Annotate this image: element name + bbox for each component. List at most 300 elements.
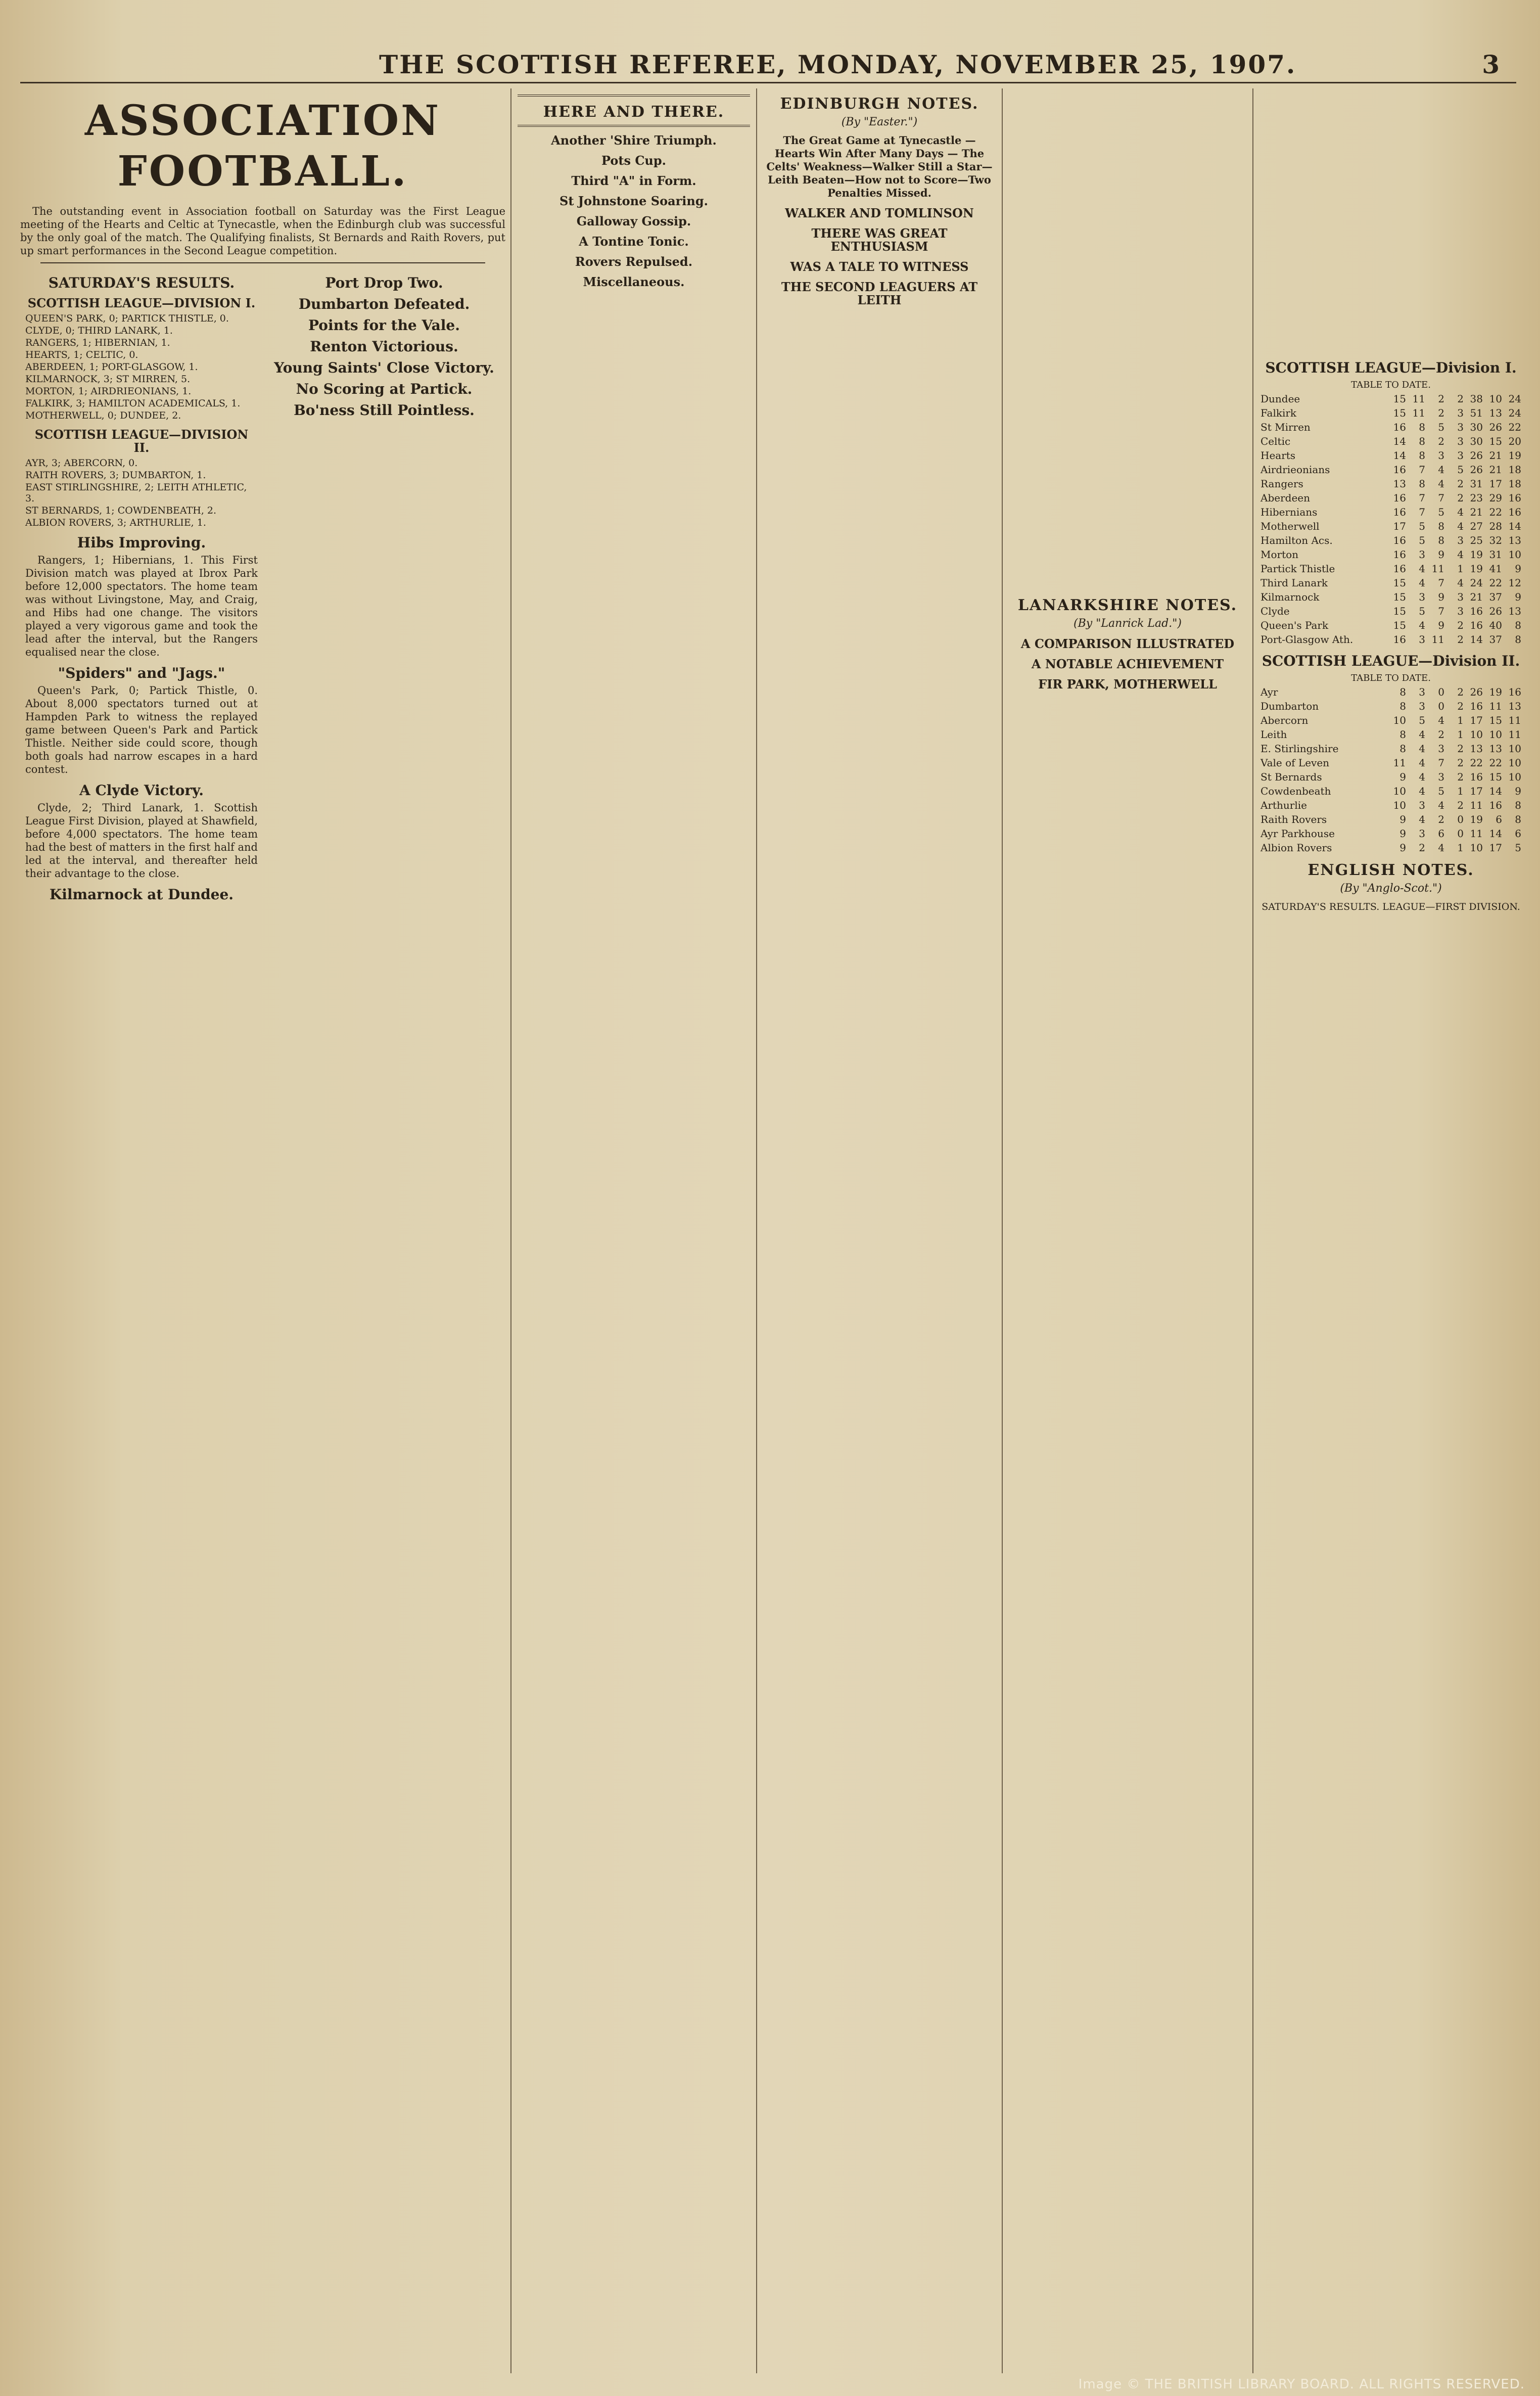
column-rule (510, 88, 511, 2373)
table-cell: 13 (1489, 743, 1502, 755)
result-line: CLYDE, 0; THIRD LANARK, 1. (25, 325, 173, 336)
table-cell: 14 (1470, 633, 1483, 646)
table-cell: 23 (1470, 492, 1483, 504)
article-heading: Young Saints' Close Victory. (274, 359, 494, 376)
table-cell: 15 (1393, 619, 1406, 631)
table-cell: 16 (1393, 633, 1406, 646)
table-cell: 10 (1489, 393, 1502, 405)
article-heading: Port Drop Two. (325, 274, 443, 291)
table-cell: 5 (1419, 534, 1425, 546)
table-row (1259, 590, 1522, 604)
table-cell: 24 (1508, 393, 1521, 405)
article-heading: Pots Cup. (601, 153, 667, 168)
article-heading: St Johnstone Soaring. (559, 194, 708, 208)
table-cell: 4 (1419, 757, 1425, 769)
table-row (1259, 713, 1522, 727)
table-cell: 4 (1419, 771, 1425, 783)
table-cell: 29 (1489, 492, 1502, 504)
article-heading: A COMPARISON ILLUSTRATED (1020, 636, 1235, 651)
result-line: MORTON, 1; AIRDRIEONIANS, 1. (25, 386, 192, 397)
article-heading: FIR PARK, MOTHERWELL (1038, 677, 1217, 692)
section-heading: LANARKSHIRE NOTES. (1017, 596, 1238, 614)
results-subheading: SCOTTISH LEAGUE—DIVISION II. (34, 427, 249, 455)
table-row (1259, 784, 1522, 798)
table-cell: 9 (1515, 591, 1521, 603)
team-name: St Bernards (1261, 771, 1322, 783)
table-cell: 11 (1393, 757, 1406, 769)
table-cell: 15 (1393, 591, 1406, 603)
team-name: Dundee (1261, 393, 1300, 405)
table-cell: 11 (1508, 714, 1521, 726)
team-name: Partick Thistle (1261, 563, 1335, 575)
table-cell: 2 (1457, 700, 1464, 712)
article-heading: Points for the Vale. (308, 317, 460, 334)
table-cell: 30 (1470, 435, 1483, 447)
table-cell: 21 (1489, 449, 1502, 462)
section-heading: HERE AND THERE. (543, 103, 725, 121)
column-edinburgh-notes (763, 88, 996, 2378)
table-row (1259, 547, 1522, 562)
table-heading: SCOTTISH LEAGUE—Division II. (1262, 653, 1520, 669)
table-cell: 19 (1508, 449, 1521, 462)
byline: (By "Anglo-Scot.") (1340, 882, 1442, 895)
table-cell: 20 (1508, 435, 1521, 447)
article-heading: Miscellaneous. (583, 274, 685, 289)
article-heading: Rovers Repulsed. (575, 254, 693, 269)
table-cell: 10 (1508, 548, 1521, 561)
table-cell: 17 (1489, 478, 1502, 490)
article-subheading: The Great Game at Tynecastle — Hearts Win After Many Days — The Celts' Weakness—Walker Still a Star—Leith Beaten—How not to Score—Two Penalties Missed. (766, 134, 993, 199)
table-cell: 4 (1419, 813, 1425, 825)
table-cell: 14 (1393, 449, 1406, 462)
table-cell: 10 (1489, 728, 1502, 741)
table-cell: 21 (1470, 591, 1483, 603)
table-row (1259, 463, 1522, 477)
table-cell: 2 (1438, 407, 1444, 419)
table-cell: 16 (1470, 771, 1483, 783)
table-cell: 16 (1508, 686, 1521, 698)
table-cell: 5 (1419, 605, 1425, 617)
table-cell: 24 (1470, 577, 1483, 589)
team-name: E. Stirlingshire (1261, 743, 1339, 755)
article-heading: Bo'ness Still Pointless. (294, 402, 475, 419)
table-cell: 4 (1419, 577, 1425, 589)
table-cell: 8 (1419, 421, 1425, 433)
table-subheading: TABLE TO DATE. (1351, 380, 1431, 390)
table-cell: 3 (1457, 534, 1464, 546)
table-cell: 19 (1470, 563, 1483, 575)
byline: (By "Lanrick Lad.") (1074, 617, 1182, 630)
table-row (1259, 699, 1522, 713)
table-cell: 8 (1515, 633, 1521, 646)
table-cell: 0 (1457, 827, 1464, 840)
result-line: FALKIRK, 3; HAMILTON ACADEMICALS, 1. (25, 398, 241, 409)
table-row (1259, 519, 1522, 533)
article-heading: Galloway Gossip. (576, 214, 691, 228)
column-here-and-there (518, 88, 750, 2378)
table-cell: 2 (1457, 799, 1464, 811)
table-row (1259, 727, 1522, 742)
table-cell: 30 (1470, 421, 1483, 433)
table-cell: 7 (1438, 757, 1444, 769)
table-cell: 14 (1489, 827, 1502, 840)
column-lanarkshire-notes (1009, 88, 1246, 2378)
table-cell: 10 (1508, 771, 1521, 783)
table-row (1259, 448, 1522, 463)
team-name: Falkirk (1261, 407, 1297, 419)
table-cell: 4 (1438, 842, 1444, 854)
table-cell: 2 (1438, 813, 1444, 825)
table-cell: 22 (1489, 506, 1502, 518)
team-name: Abercorn (1261, 714, 1309, 726)
table-cell: 31 (1489, 548, 1502, 561)
team-name: Port-Glasgow Ath. (1261, 633, 1354, 646)
table-cell: 10 (1393, 714, 1406, 726)
table-row (1259, 826, 1522, 841)
table-cell: 3 (1419, 548, 1425, 561)
team-name: Hamilton Acs. (1261, 534, 1333, 546)
results-subheading: SCOTTISH LEAGUE—DIVISION I. (27, 296, 256, 310)
table-cell: 8 (1419, 449, 1425, 462)
table-cell: 8 (1399, 728, 1406, 741)
table-cell: 2 (1457, 633, 1464, 646)
table-row (1259, 420, 1522, 434)
table-cell: 16 (1393, 563, 1406, 575)
team-name: Albion Rovers (1261, 842, 1332, 854)
table-cell: 7 (1438, 577, 1444, 589)
article-heading: Hibs Improving. (77, 534, 206, 551)
table-cell: 3 (1438, 771, 1444, 783)
table-row (1259, 841, 1522, 855)
table-cell: 8 (1419, 435, 1425, 447)
table-cell: 13 (1470, 743, 1483, 755)
team-name: Raith Rovers (1261, 813, 1327, 825)
table-cell: 11 (1508, 728, 1521, 741)
league-table-div1 (1259, 392, 1522, 647)
table-cell: 11 (1470, 799, 1483, 811)
table-cell: 3 (1438, 449, 1444, 462)
results-heading: SATURDAY'S RESULTS. (48, 274, 235, 291)
team-name: Aberdeen (1261, 492, 1310, 504)
table-cell: 37 (1489, 633, 1502, 646)
table-cell: 9 (1399, 813, 1406, 825)
article-text: Rangers, 1; Hibernians, 1. This First Division match was played at Ibrox Park before 12,000 spectators. The home team was without Livingstone, May, and Craig, and Hibs had one change. The visitors played a very vigorous game and took the lead after the interval, but the Rangers equalised near the close. (25, 554, 258, 658)
table-cell: 16 (1508, 506, 1521, 518)
table-cell: 16 (1393, 534, 1406, 546)
table-cell: 3 (1419, 700, 1425, 712)
table-cell: 10 (1508, 757, 1521, 769)
article-heading: Third "A" in Form. (571, 173, 696, 188)
table-cell: 51 (1470, 407, 1483, 419)
table-cell: 2 (1457, 478, 1464, 490)
table-cell: 2 (1457, 619, 1464, 631)
table-cell: 17 (1393, 520, 1406, 532)
table-cell: 37 (1489, 591, 1502, 603)
table-cell: 10 (1470, 842, 1483, 854)
table-cell: 21 (1489, 464, 1502, 476)
table-cell: 4 (1419, 728, 1425, 741)
table-cell: 17 (1489, 842, 1502, 854)
table-cell: 4 (1438, 799, 1444, 811)
table-cell: 13 (1508, 700, 1521, 712)
table-row (1259, 576, 1522, 590)
article-heading: A Clyde Victory. (79, 782, 204, 799)
table-cell: 19 (1470, 548, 1483, 561)
column-league-tables (1259, 88, 1522, 2378)
table-row (1259, 604, 1522, 618)
table-cell: 21 (1470, 506, 1483, 518)
table-cell: 3 (1457, 449, 1464, 462)
table-row (1259, 491, 1522, 505)
article-heading: Dumbarton Defeated. (298, 296, 470, 312)
table-cell: 1 (1457, 714, 1464, 726)
table-cell: 18 (1508, 478, 1521, 490)
result-line: HEARTS, 1; CELTIC, 0. (25, 349, 138, 360)
table-cell: 8 (1399, 743, 1406, 755)
table-cell: 4 (1457, 548, 1464, 561)
column-association-football (20, 88, 505, 2378)
team-name: Airdrieonians (1261, 464, 1330, 476)
table-cell: 11 (1412, 407, 1425, 419)
table-cell: 16 (1393, 464, 1406, 476)
table-cell: 2 (1438, 435, 1444, 447)
table-cell: 26 (1470, 449, 1483, 462)
table-cell: 26 (1489, 421, 1502, 433)
table-cell: 9 (1438, 591, 1444, 603)
table-cell: 9 (1438, 548, 1444, 561)
result-line: QUEEN'S PARK, 0; PARTICK THISTLE, 0. (25, 313, 229, 324)
table-cell: 3 (1419, 827, 1425, 840)
table-cell: 3 (1419, 591, 1425, 603)
table-cell: 10 (1508, 743, 1521, 755)
table-cell: 16 (1393, 492, 1406, 504)
table-cell: 2 (1457, 492, 1464, 504)
result-line: ALBION ROVERS, 3; ARTHURLIE, 1. (25, 517, 206, 528)
table-cell: 15 (1393, 605, 1406, 617)
table-cell: 5 (1438, 785, 1444, 797)
table-cell: 11 (1431, 633, 1444, 646)
table-cell: 5 (1419, 714, 1425, 726)
team-name: Morton (1261, 548, 1299, 561)
table-cell: 26 (1470, 686, 1483, 698)
table-cell: 17 (1470, 785, 1483, 797)
byline: (By "Easter.") (841, 116, 918, 128)
table-heading: SCOTTISH LEAGUE—Division I. (1265, 359, 1517, 376)
table-cell: 19 (1489, 686, 1502, 698)
team-name: Kilmarnock (1261, 591, 1320, 603)
table-cell: 27 (1470, 520, 1483, 532)
team-name: Leith (1261, 728, 1287, 741)
table-cell: 2 (1419, 842, 1425, 854)
table-cell: 2 (1457, 743, 1464, 755)
table-cell: 6 (1515, 827, 1521, 840)
table-cell: 3 (1419, 633, 1425, 646)
result-line: KILMARNOCK, 3; ST MIRREN, 5. (25, 374, 191, 385)
table-cell: 0 (1438, 700, 1444, 712)
table-cell: 2 (1438, 728, 1444, 741)
table-cell: 40 (1489, 619, 1502, 631)
table-cell: 4 (1438, 478, 1444, 490)
team-name: Third Lanark (1261, 577, 1328, 589)
table-row (1259, 562, 1522, 576)
subcolumn-right (263, 268, 505, 905)
table-cell: 8 (1438, 534, 1444, 546)
copyright-notice: Image © THE BRITISH LIBRARY BOARD. ALL RIGHTS RESERVED. (1078, 2377, 1525, 2392)
table-cell: 38 (1470, 393, 1483, 405)
table-cell: 12 (1508, 577, 1521, 589)
article-heading: Renton Victorious. (310, 338, 458, 355)
table-cell: 14 (1489, 785, 1502, 797)
table-cell: 8 (1399, 686, 1406, 698)
table-cell: 4 (1419, 785, 1425, 797)
table-subheading: TABLE TO DATE. (1351, 673, 1431, 683)
table-cell: 25 (1470, 534, 1483, 546)
team-name: Ayr (1261, 686, 1278, 698)
table-cell: 6 (1496, 813, 1502, 825)
table-cell: 1 (1457, 563, 1464, 575)
table-cell: 4 (1419, 619, 1425, 631)
page-number: 3 (1482, 50, 1501, 79)
table-cell: 16 (1393, 548, 1406, 561)
result-line: MOTHERWELL, 0; DUNDEE, 2. (25, 410, 181, 421)
table-row (1259, 742, 1522, 756)
masthead-title: THE SCOTTISH REFEREE, MONDAY, NOVEMBER 25, 1907. (379, 50, 1297, 79)
table-cell: 9 (1399, 771, 1406, 783)
table-cell: 7 (1438, 492, 1444, 504)
article-heading: THE SECOND LEAGUERS AT LEITH (781, 280, 978, 307)
team-name: Rangers (1261, 478, 1303, 490)
table-cell: 24 (1508, 407, 1521, 419)
table-cell: 2 (1457, 771, 1464, 783)
article-heading: No Scoring at Partick. (296, 381, 473, 397)
result-line: RAITH ROVERS, 3; DUMBARTON, 1. (25, 470, 206, 481)
table-cell: 9 (1515, 785, 1521, 797)
article-heading: A NOTABLE ACHIEVEMENT (1031, 657, 1224, 671)
table-cell: 11 (1489, 700, 1502, 712)
table-row (1259, 770, 1522, 784)
table-cell: 8 (1419, 478, 1425, 490)
table-cell: 14 (1508, 520, 1521, 532)
league-table-div2 (1259, 685, 1522, 855)
table-cell: 4 (1419, 563, 1425, 575)
table-cell: 11 (1470, 827, 1483, 840)
table-cell: 4 (1457, 506, 1464, 518)
table-cell: 0 (1457, 813, 1464, 825)
table-cell: 10 (1393, 785, 1406, 797)
table-cell: 11 (1412, 393, 1425, 405)
result-line: EAST STIRLINGSHIRE, 2; LEITH ATHLETIC, 3. (25, 482, 247, 504)
table-cell: 2 (1457, 757, 1464, 769)
table-row (1259, 477, 1522, 491)
section-heading: ENGLISH NOTES. (1308, 861, 1474, 879)
table-cell: 3 (1457, 435, 1464, 447)
table-cell: 15 (1489, 435, 1502, 447)
table-cell: 9 (1399, 827, 1406, 840)
table-cell: 13 (1489, 407, 1502, 419)
table-row (1259, 392, 1522, 406)
table-cell: 10 (1470, 728, 1483, 741)
table-cell: 2 (1438, 393, 1444, 405)
table-cell: 16 (1489, 799, 1502, 811)
article-text: Queen's Park, 0; Partick Thistle, 0. About 8,000 spectators turned out at Hampden Park to witness the replayed game between Queen's Park and Partick Thistle. Neither side could score, though both goals had narrow escapes in a hard contest. (25, 684, 258, 775)
table-row (1259, 632, 1522, 647)
table-cell: 4 (1457, 520, 1464, 532)
table-cell: 26 (1470, 464, 1483, 476)
table-cell: 5 (1438, 421, 1444, 433)
article-heading: A Tontine Tonic. (579, 234, 689, 249)
result-line: AYR, 3; ABERCORN, 0. (25, 457, 138, 469)
table-cell: 19 (1470, 813, 1483, 825)
section-heading: ASSOCIATION FOOTBALL. (84, 97, 441, 196)
team-name: Clyde (1261, 605, 1290, 617)
table-cell: 16 (1393, 506, 1406, 518)
table-row (1259, 685, 1522, 699)
section-heading: EDINBURGH NOTES. (780, 95, 979, 113)
table-cell: 3 (1419, 799, 1425, 811)
table-cell: 14 (1393, 435, 1406, 447)
table-cell: 8 (1515, 619, 1521, 631)
team-name: Queen's Park (1261, 619, 1329, 631)
team-name: St Mirren (1261, 421, 1311, 433)
table-cell: 4 (1438, 464, 1444, 476)
table-cell: 1 (1457, 842, 1464, 854)
masthead (20, 47, 1516, 83)
table-cell: 13 (1393, 478, 1406, 490)
table-cell: 15 (1393, 407, 1406, 419)
table-cell: 15 (1393, 393, 1406, 405)
table-cell: 9 (1399, 842, 1406, 854)
table-cell: 4 (1438, 714, 1444, 726)
table-cell: 31 (1470, 478, 1483, 490)
table-row (1259, 756, 1522, 770)
table-cell: 41 (1489, 563, 1502, 575)
team-name: Arthurlie (1261, 799, 1307, 811)
team-name: Hearts (1261, 449, 1296, 462)
table-cell: 22 (1470, 757, 1483, 769)
result-line: ST BERNARDS, 1; COWDENBEATH, 2. (25, 505, 217, 516)
table-cell: 22 (1489, 577, 1502, 589)
article-heading: WAS A TALE TO WITNESS (790, 259, 969, 274)
table-cell: 3 (1457, 407, 1464, 419)
table-cell: 2 (1457, 686, 1464, 698)
table-cell: 3 (1457, 421, 1464, 433)
table-cell: 17 (1470, 714, 1483, 726)
article-heading: Kilmarnock at Dundee. (49, 886, 234, 903)
table-cell: 13 (1508, 534, 1521, 546)
table-cell: 4 (1457, 577, 1464, 589)
column-rule (1252, 88, 1253, 2373)
table-cell: 3 (1457, 591, 1464, 603)
table-cell: 7 (1419, 492, 1425, 504)
table-cell: 7 (1419, 464, 1425, 476)
table-cell: 5 (1457, 464, 1464, 476)
table-row (1259, 434, 1522, 448)
article-subheading: SATURDAY'S RESULTS. LEAGUE—FIRST DIVISION. (1262, 901, 1520, 912)
table-cell: 22 (1489, 757, 1502, 769)
table-cell: 3 (1419, 686, 1425, 698)
table-cell: 5 (1515, 842, 1521, 854)
team-name: Celtic (1261, 435, 1291, 447)
table-cell: 32 (1489, 534, 1502, 546)
table-row (1259, 618, 1522, 632)
team-name: Hibernians (1261, 506, 1318, 518)
table-cell: 16 (1470, 605, 1483, 617)
team-name: Motherwell (1261, 520, 1320, 532)
table-cell: 5 (1419, 520, 1425, 532)
result-line: RANGERS, 1; HIBERNIAN, 1. (25, 337, 170, 348)
table-cell: 5 (1438, 506, 1444, 518)
team-name: Dumbarton (1261, 700, 1319, 712)
